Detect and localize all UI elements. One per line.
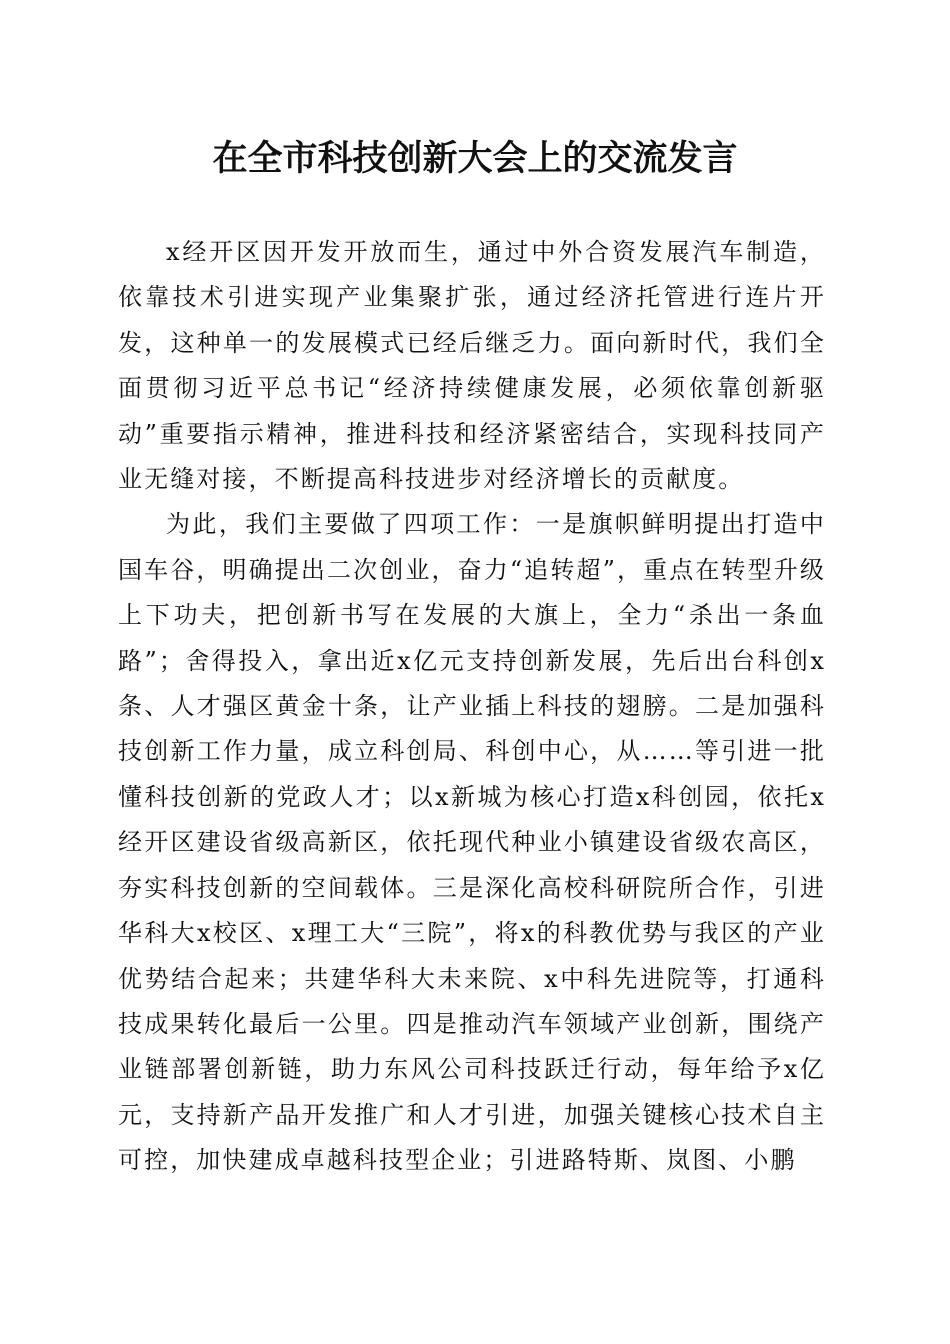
paragraph-2: 为此，我们主要做了四项工作：一是旗帜鲜明提出打造中国车谷，明确提出二次创业，奋力“追转超”，重点在转型升级上下功夫，把创新书写在发展的大旗上，全力“杀出一条血路”；舍得投入，拿出近x亿元支持创新发展，先后出台科创x条、人才强区黄金十条，让产业插上科技的翅膀。二是加强科技创新工作力量，成立科创局、科创中心，从……等引进一批懂科技创新的党政人才；以x新城为核心打造x科创园，依托x经开区建设省级高新区，依托现代种业小镇建设省级农高区，夯实科技创新的空间载体。三是深化高校科研院所合作，引进华科大x校区、x理工大“三院”，将x的科教优势与我区的产业优势结合起来；共建华科大未来院、x中科先进院等，打通科技成果转化最后一公里。四是推动汽车领域产业创新，围绕产业链部署创新链，助力东风公司科技跃迁行动，每年给予x亿元，支持新产品开发推广和人才引进，加强关键核心技术自主可控，加快建成卓越科技型企业；引进路特斯、岚图、小鹏 (118, 510, 826, 1175)
document-body (118, 230, 826, 1184)
paragraph-1: x经开区因开发开放而生，通过中外合资发展汽车制造，依靠技术引进实现产业集聚扩张，通过经济托管进行连片开发，这种单一的发展模式已经后继乏力。面向新时代，我们全面贯彻习近平总书记“经济持续健康发展，必须依靠创新驱动”重要指示精神，推进科技和经济紧密结合，实现科技同产业无缝对接，不断提高科技进步对经济增长的贡献度。 (118, 238, 826, 494)
document-title: 在全市科技创新大会上的交流发言 (212, 138, 738, 179)
